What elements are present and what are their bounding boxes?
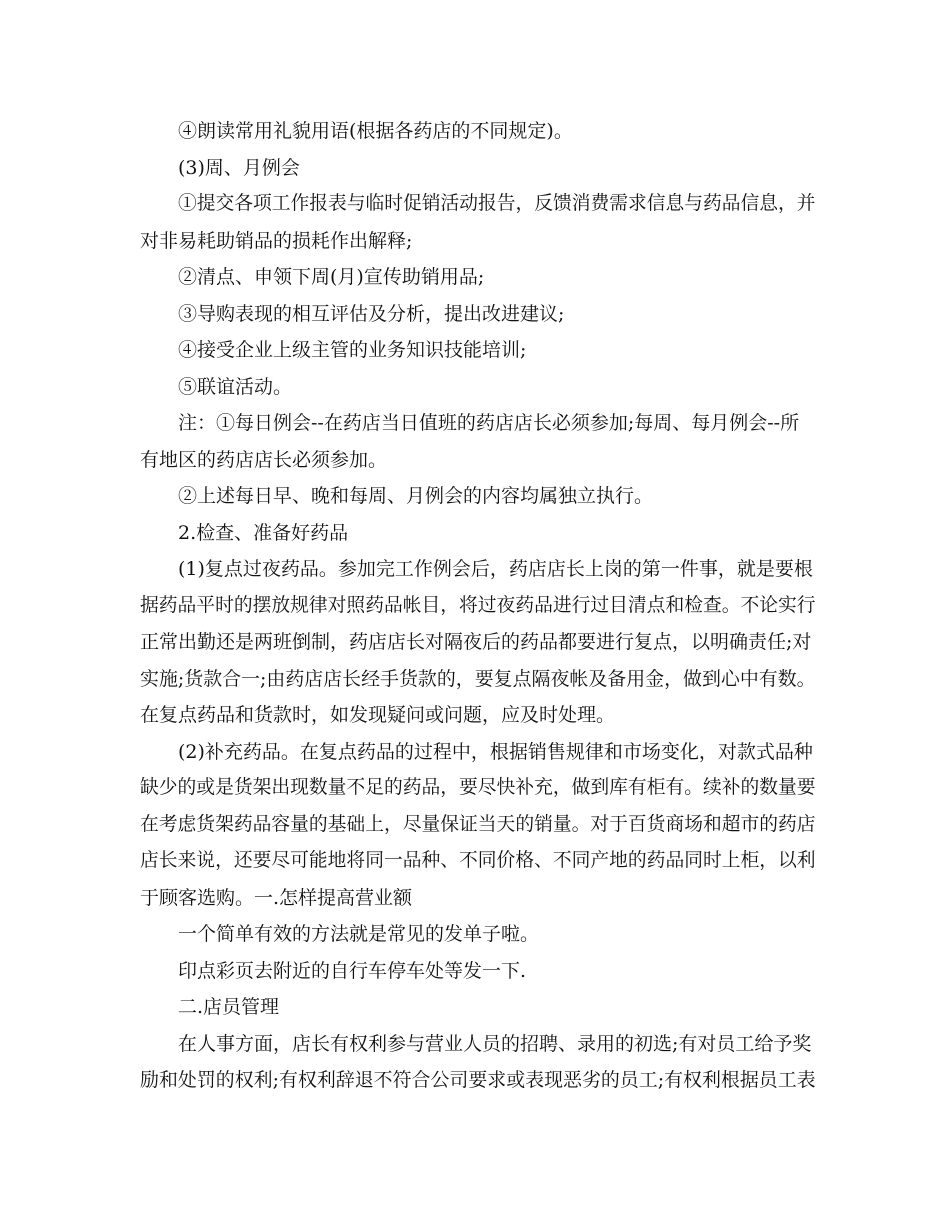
text-line: 于顾客选购。一.怎样提高营业额 <box>140 886 413 909</box>
paragraph <box>140 478 816 515</box>
paragraph <box>140 551 816 734</box>
paragraph <box>140 150 816 187</box>
text-line: 在考虑货架药品容量的基础上，尽量保证当天的销量。对于百货商场和超市的药店 <box>140 813 816 835</box>
text-line: (3)周、月例会 <box>178 156 300 179</box>
paragraph <box>140 113 816 150</box>
text-line: 有地区的药店店长必须参加。 <box>140 448 388 471</box>
text-line: (2)补充药品。在复点药品的过程中，根据销售规律和市场变化，对款式品种 <box>178 740 813 763</box>
text-line: ②上述每日早、晚和每周、月例会的内容均属独立执行。 <box>178 485 654 507</box>
document-body <box>140 113 816 1099</box>
paragraph <box>140 734 816 917</box>
paragraph <box>140 259 816 296</box>
text-line: ①提交各项工作报表与临时促销活动报告，反馈消费需求信息与药品信息，并 <box>178 193 816 214</box>
paragraph <box>140 515 816 552</box>
text-line: 在复点药品和货款时，如发现疑问或问题，应及时处理。 <box>140 704 616 726</box>
text-line: 实施;货款合一;由药店店长经手货款的，要复点隔夜帐及备用金，做到心中有数。 <box>140 667 816 690</box>
paragraph <box>140 369 816 406</box>
text-line: 缺少的或是货架出现数量不足的药品，要尽快补充，做到库有柜有。续补的数量要 <box>140 777 816 798</box>
text-line: 正常出勤还是两班倒制，药店店长对隔夜后的药品都要进行复点，以明确责任;对 <box>140 631 812 653</box>
paragraph <box>140 332 816 369</box>
paragraph <box>140 405 816 478</box>
paragraph <box>140 989 816 1026</box>
text-line: 印点彩页去附近的自行车停车处等发一下. <box>178 959 527 982</box>
text-line: 对非易耗助销品的损耗作出解释; <box>140 229 413 252</box>
paragraph <box>140 296 816 333</box>
text-line: 在人事方面，店长有权利参与营业人员的招聘、录用的初选;有对员工给予奖 <box>178 1032 812 1055</box>
text-line: ⑤联谊活动。 <box>178 375 293 398</box>
text-line: ④朗读常用礼貌用语(根据各药店的不同规定)。 <box>178 120 573 142</box>
text-line: 二.店员管理 <box>178 996 280 1018</box>
text-line: 励和处罚的权利;有权利辞退不符合公司要求或表现恶劣的员工;有权利根据员工表 <box>140 1069 816 1091</box>
text-line: ④接受企业上级主管的业务知识技能培训; <box>178 339 527 361</box>
paragraph <box>140 1026 816 1099</box>
paragraph <box>140 186 816 259</box>
text-line: 店长来说，还要尽可能地将同一品种、不同价格、不同产地的药品同时上柜，以利 <box>140 850 816 871</box>
text-line: 2.检查、准备好药品 <box>178 521 349 544</box>
paragraph <box>140 953 816 990</box>
paragraph <box>140 916 816 953</box>
text-line: 一个简单有效的方法就是常见的发单子啦。 <box>178 923 540 945</box>
text-line: ②清点、申领下周(月)宣传助销用品; <box>178 266 485 288</box>
text-line: 注：①每日例会--在药店当日值班的药店店长必须参加;每周、每月例会--所 <box>178 412 800 434</box>
text-line: (1)复点过夜药品。参加完工作例会后，药店店长上岗的第一件事，就是要根 <box>178 558 813 580</box>
text-line: 据药品平时的摆放规律对照药品帐目，将过夜药品进行过目清点和检查。不论实行 <box>140 594 816 616</box>
text-line: ③导购表现的相互评估及分析，提出改进建议; <box>178 302 565 325</box>
